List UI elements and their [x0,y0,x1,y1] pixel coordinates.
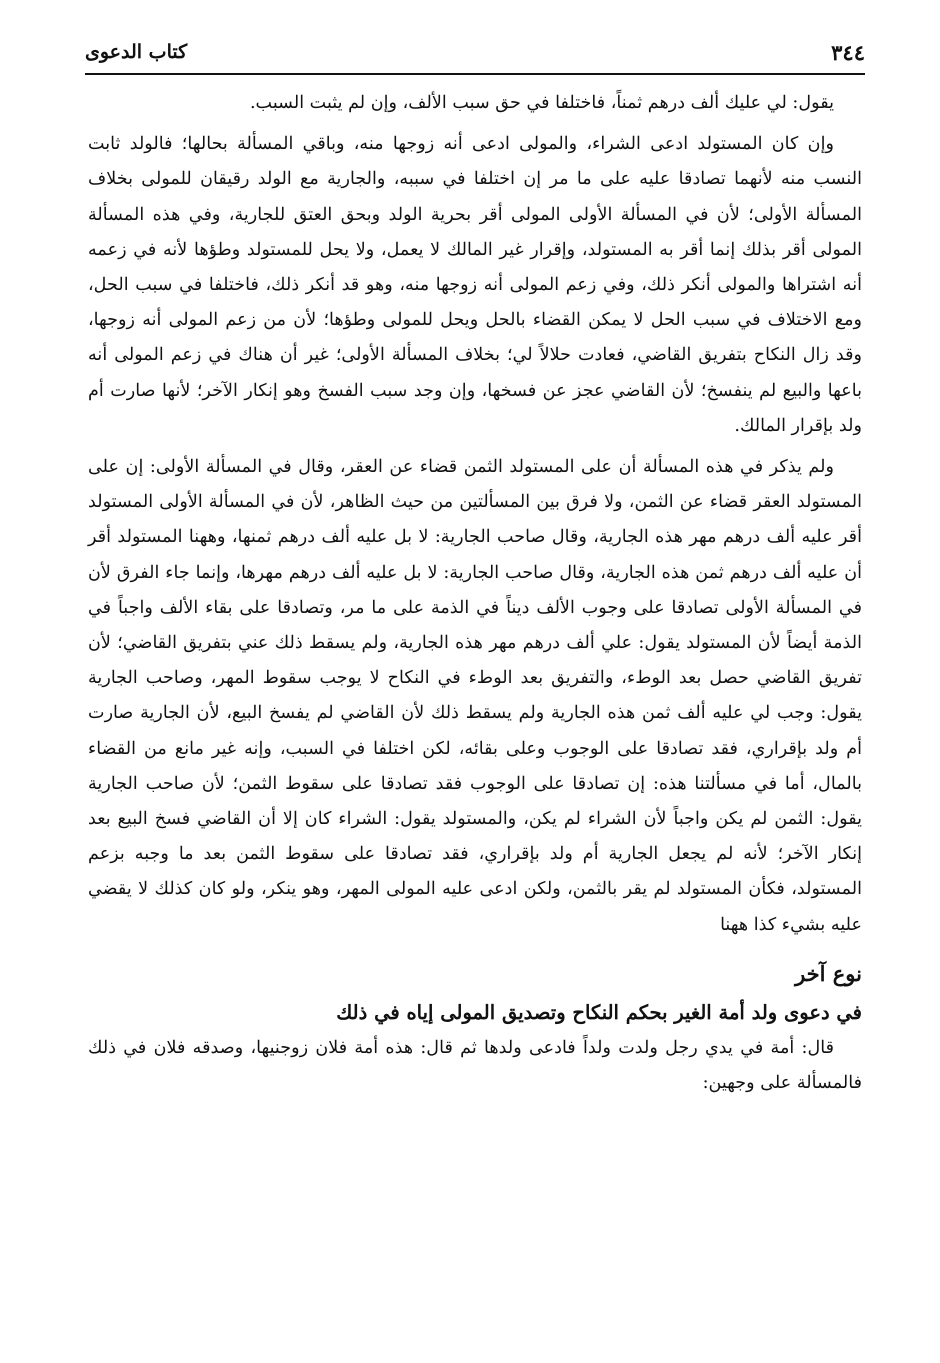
page-header [85,38,865,66]
page-body [88,86,862,1101]
section-heading: نوع آخر [795,960,862,986]
running-title: كتاب الدعوى [85,41,188,63]
section-subheading: في دعوى ولد أمة الغير بحكم النكاح وتصديق المولى إياه في ذلك [336,1000,862,1024]
section-paragraph-1: قال: أمة في يدي رجل ولدت ولداً فادعى ولدها ثم قال: هذه أمة فلان زوجنيها، وصدقه فلان في ذلك فالمسألة على وجهين: [88,1037,862,1094]
header-divider [85,73,865,75]
paragraph-3: ولم يذكر في هذه المسألة أن على المستولد الثمن قضاء عن العقر، وقال في المسألة الأولى: إن على المستولد العقر قضاء عن الثمن، ولا فرق بين المسألتين من حيث الظاهر، لأن في المسألة الأولى المستولد أقر عليه ألف درهم مهر هذه الجارية، وقال صاحب الجارية: لا بل عليه ألف درهم ثمنها، وههنا المستولد أقر أن عليه ألف درهم ثمن هذه الجارية، وقال صاحب الجارية: لا بل عليه ألف درهم مهرها، وإنما جاء الفرق لأن في المسألة الأولى تصادقا على وجوب الألف ديناً في الذمة على ما مر، وتصادقا على بقاء الألف واجباً في الذمة أيضاً لأن المستولد يقول: علي ألف درهم مهر هذه الجارية، ولم يسقط ذلك عني بتفريق القاضي؛ لأن تفريق القاضي حصل بعد الوطء، والتفريق بعد الوطء في النكاح لا يوجب سقوط المهر، وصاحب الجارية يقول: وجب لي عليه ألف ثمن هذه الجارية ولم يسقط ذلك لأن القاضي لم يفسخ البيع، لأن الجارية صارت أم ولد بإقراري، فقد تصادقا على الوجوب وعلى بقائه، لكن اختلفا في السبب، وإنه غير مانع من القضاء بالمال، أما في مسألتنا هذه: إن تصادقا على الوجوب فقد تصادقا على سقوط الثمن؛ لأن صاحب الجارية يقول: الثمن لم يكن واجباً لأن الشراء لم يكن، والمستولد يقول: الشراء كان إلا أن القاضي فسخ البيع بعد إنكار الآخر؛ لأنه لم يجعل الجارية أم ولد بإقراري، فقد تصادقا على سقوط الثمن بعد ما وجبه بزعم المستولد، فكأن المستولد لم يقر بالثمن، ولكن ادعى عليه المولى المهر، وهو ينكر، ولو كان كذلك لا يقضي عليه بشيء كذا ههنا [88,457,862,935]
page-number: ٣٤٤ [831,39,865,65]
paragraph-2: وإن كان المستولد ادعى الشراء، والمولى ادعى أنه زوجها منه، وباقي المسألة بحالها؛ فالولد ثابت النسب منه لأنهما تصادقا عليه على ما مر إن اختلفا في سببه، والجارية مع الولد رقيقان للمولى بخلاف المسألة الأولى؛ لأن في المسألة الأولى المولى أقر بحرية الولد وبحق العتق للجارية، وفي هذه المسألة المولى أقر بذلك إنما أقر به المستولد، وإقرار غير المالك لا يعمل، ولا يحل للمستولد وطؤها لأنه في زعمه أنه اشتراها والمولى أنكر ذلك، وفي زعم المولى أنه زوجها منه، وهو قد أنكر ذلك، فاختلفا في سبب الحل، ومع الاختلاف في سبب الحل لا يمكن القضاء بالحل ويحل للمولى وطؤها؛ لأن من زعم المولى أنه زوجها، وقد زال النكاح بتفريق القاضي، فعادت حلالاً لي؛ بخلاف المسألة الأولى؛ غير أن هناك في زعم المولى أنه باعها والبيع لم ينفسخ؛ لأن القاضي عجز عن فسخها، وإن وجد سبب الفسخ وهو إنكار الآخر؛ لأنها صارت أم ولد بإقرار المالك. [88,134,862,436]
paragraph-1: يقول: لي عليك ألف درهم ثمناً، فاختلفا في حق سبب الألف، وإن لم يثبت السبب. [249,93,834,113]
